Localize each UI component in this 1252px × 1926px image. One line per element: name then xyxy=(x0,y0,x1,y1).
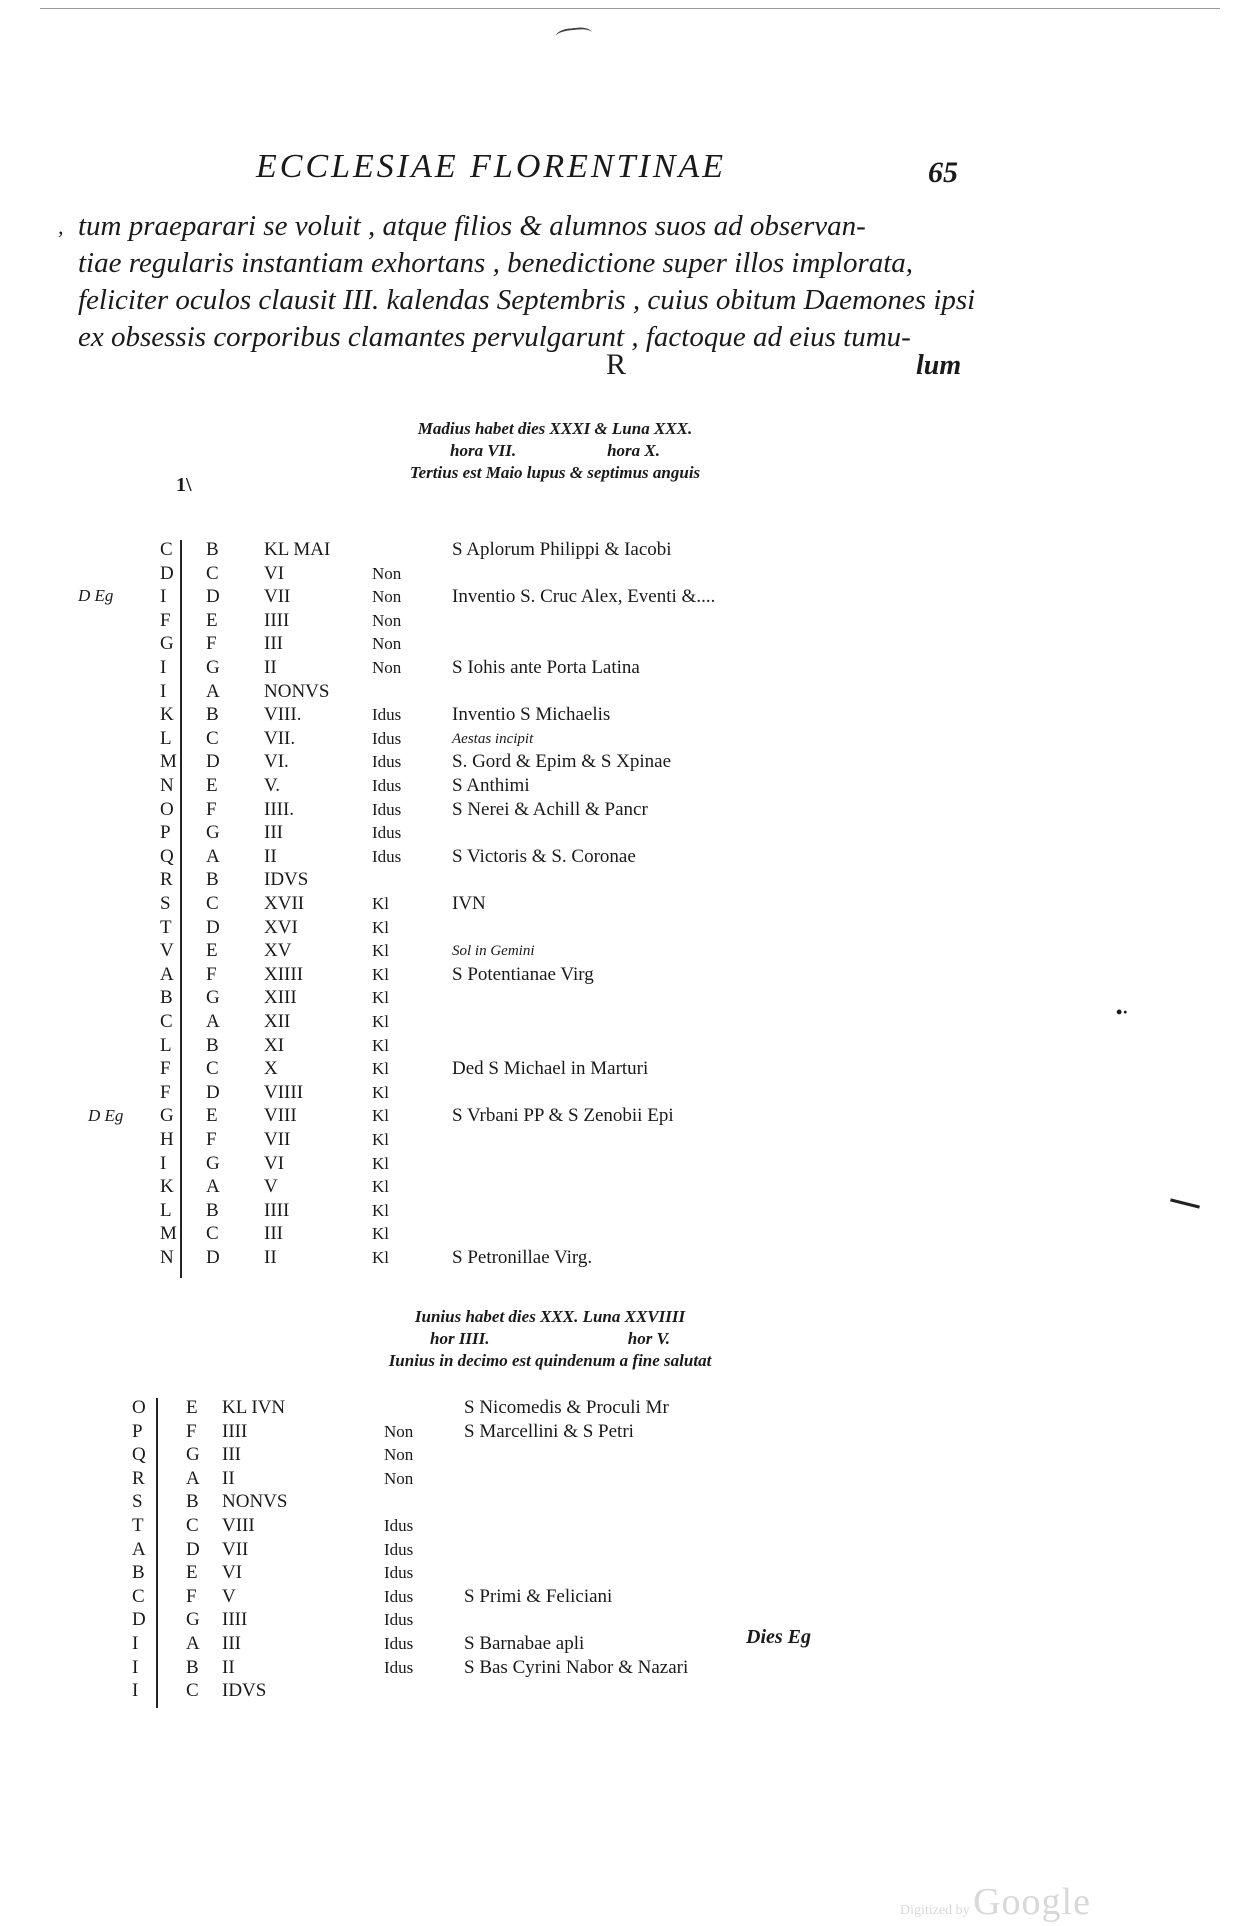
may-golden-cell: V xyxy=(160,940,174,962)
may-day-cell: VIII xyxy=(264,1105,297,1127)
may-dom-cell: G xyxy=(206,1152,220,1174)
may-golden-cell: R xyxy=(160,869,173,891)
may-golden-cell: O xyxy=(160,798,174,820)
google-logo: Google xyxy=(973,1881,1091,1923)
june-golden-cell: C xyxy=(132,1585,145,1607)
may-day-cell: III xyxy=(264,633,283,655)
may-day-cell: IIII. xyxy=(264,798,295,820)
june-dom-cell: F xyxy=(186,1420,197,1442)
may-day-cell: KL MAI xyxy=(264,539,331,560)
may-feast-cell: S Vrbani PP & S Zenobii Epi xyxy=(452,1105,674,1127)
may-dom-cell: D xyxy=(206,751,220,773)
may-day-cell: VII xyxy=(264,586,291,608)
may-feast-cell: S. Gord & Epim & S Xpinae xyxy=(452,751,672,773)
may-hora-right: hora X. xyxy=(607,441,660,460)
june-golden-cell: A xyxy=(132,1538,146,1560)
may-feast-cell: S Iohis ante Porta Latina xyxy=(452,657,640,678)
may-term-cell: Kl xyxy=(372,1248,389,1267)
may-dom-cell: B xyxy=(206,1034,219,1056)
may-term-cell: Idus xyxy=(372,752,402,772)
june-heading-hora xyxy=(310,1328,790,1350)
signature-letter: R xyxy=(606,348,627,381)
june-term-cell: Non xyxy=(384,1468,414,1488)
june-term-cell: Idus xyxy=(384,1634,414,1653)
may-dom-cell: C xyxy=(206,727,219,749)
may-day-cell: VI xyxy=(264,1152,285,1174)
may-dom-cell: F xyxy=(206,1129,217,1150)
may-golden-cell: N xyxy=(160,775,174,796)
may-feast-cell: Inventio S. Cruc Alex, Eventi &.... xyxy=(452,586,716,608)
may-dom-cell: G xyxy=(206,987,220,1009)
may-day-cell: XIIII xyxy=(264,963,304,985)
june-dom-cell: D xyxy=(186,1538,200,1560)
may-dom-cell: A xyxy=(206,1176,220,1198)
may-term-cell: Idus xyxy=(372,846,402,866)
may-day-cell: IIII xyxy=(264,609,290,631)
may-day-cell: V xyxy=(264,1176,278,1198)
june-hora-left: hor IIII. xyxy=(430,1329,490,1348)
june-heading-line-3: Iunius in decimo est quindenum a fine salutat xyxy=(388,1351,712,1370)
may-day-cell: VII xyxy=(264,1129,291,1150)
may-golden-cell: B xyxy=(160,987,173,1009)
june-golden-cell: R xyxy=(132,1467,145,1489)
may-day-cell: VII. xyxy=(264,727,296,749)
june-golden-cell: I xyxy=(132,1680,139,1702)
running-head: ECCLESIAE FLORENTINAE xyxy=(256,148,727,185)
may-golden-cell: L xyxy=(160,727,172,749)
prose-line-3: feliciter oculos clausit III. kalendas Septembris , cuius obitum Daemones ipsi xyxy=(78,284,976,316)
may-day-cell: IIII xyxy=(264,1199,290,1221)
may-heading-hora xyxy=(330,440,780,462)
june-calendar-table xyxy=(132,1396,832,1716)
may-heading-line-1: Madius habet dies XXXI & Luna XXX. xyxy=(417,419,693,438)
june-dom-cell: B xyxy=(186,1491,199,1513)
may-golden-cell: M xyxy=(160,751,177,773)
may-day-cell: X xyxy=(264,1058,278,1080)
may-day-cell: NONVS xyxy=(264,680,330,702)
may-dom-cell: E xyxy=(206,775,218,796)
june-day-cell: III xyxy=(222,1633,241,1654)
june-day-cell: IDVS xyxy=(222,1680,267,1702)
may-term-cell: Kl xyxy=(372,941,389,961)
may-heading xyxy=(330,418,780,484)
june-day-cell: NONVS xyxy=(222,1491,288,1513)
june-golden-cell: S xyxy=(132,1491,143,1513)
may-golden-cell: D xyxy=(160,562,174,584)
may-term-cell: Kl xyxy=(372,1130,389,1149)
may-dom-cell: B xyxy=(206,704,219,726)
may-heading-line-3: Tertius est Maio lupus & septimus anguis xyxy=(409,463,701,482)
stray-mark-2 xyxy=(1170,1198,1200,1208)
may-dom-cell: C xyxy=(206,1058,219,1080)
may-dom-cell: E xyxy=(206,1105,218,1127)
may-day-cell: XVI xyxy=(264,916,298,938)
may-term-cell: Idus xyxy=(372,776,402,795)
may-day-cell: VIII. xyxy=(264,704,302,726)
may-term-cell: Kl xyxy=(372,1106,389,1126)
may-golden-cell: H xyxy=(160,1129,174,1150)
may-day-cell: V. xyxy=(264,775,281,796)
may-day-cell: XIII xyxy=(264,987,297,1009)
june-dom-cell: G xyxy=(186,1609,200,1631)
june-dom-cell: C xyxy=(186,1680,199,1702)
may-dom-cell: D xyxy=(206,1247,220,1268)
may-day-cell: II xyxy=(264,1247,277,1268)
june-dom-cell: A xyxy=(186,1467,200,1489)
june-day-cell: VIII xyxy=(222,1515,255,1536)
may-golden-cell: P xyxy=(160,822,171,844)
may-dom-cell: G xyxy=(206,822,220,844)
may-term-cell: Kl xyxy=(372,964,389,984)
june-feast-cell: S Nicomedis & Proculi Mr xyxy=(464,1397,669,1418)
may-feast-cell: IVN xyxy=(452,893,486,914)
may-term-cell: Non xyxy=(372,563,402,583)
june-day-cell: II xyxy=(222,1656,235,1678)
prose-paragraph xyxy=(58,208,1008,356)
may-side-note-2: D Eg xyxy=(88,1106,124,1125)
june-dom-cell: F xyxy=(186,1585,197,1607)
may-side-note-1: D Eg xyxy=(78,586,114,605)
june-term-cell: Idus xyxy=(384,1563,414,1583)
digitized-watermark xyxy=(900,1880,1091,1924)
june-dom-cell: C xyxy=(186,1515,199,1536)
lead-mark: , xyxy=(58,214,64,239)
june-term-cell: Idus xyxy=(384,1539,414,1559)
may-golden-cell: S xyxy=(160,893,171,914)
may-golden-cell: F xyxy=(160,1081,171,1103)
june-term-cell: Idus xyxy=(384,1610,414,1630)
june-term-cell: Idus xyxy=(384,1657,414,1677)
may-day-cell: IDVS xyxy=(264,869,309,891)
may-calendar-table xyxy=(60,538,820,1278)
may-golden-cell: M xyxy=(160,1223,177,1245)
june-dom-cell: A xyxy=(186,1633,200,1654)
may-column-rule xyxy=(180,540,182,1278)
june-feast-cell: S Marcellini & S Petri xyxy=(464,1420,634,1442)
may-feast-cell: Sol in Gemini xyxy=(452,943,535,960)
may-corner-mark: 1\ xyxy=(176,474,192,496)
may-feast-cell: Aestas incipit xyxy=(452,730,534,747)
june-feast-cell: S Primi & Feliciani xyxy=(464,1585,613,1607)
digitized-by-text: Digitized by xyxy=(900,1903,970,1918)
june-golden-cell: Q xyxy=(132,1444,146,1466)
may-golden-cell: I xyxy=(160,680,167,702)
may-term-cell: Kl xyxy=(372,917,389,937)
may-day-cell: VIIII xyxy=(264,1081,304,1103)
june-term-cell: Idus xyxy=(384,1516,414,1535)
may-term-cell: Idus xyxy=(372,728,402,748)
may-dom-cell: E xyxy=(206,940,218,962)
may-dom-cell: G xyxy=(206,657,220,678)
may-golden-cell: L xyxy=(160,1034,172,1056)
june-term-cell: Idus xyxy=(384,1586,414,1606)
top-ink-mark xyxy=(555,26,592,46)
may-term-cell: Idus xyxy=(372,705,402,725)
may-dom-cell: D xyxy=(206,916,220,938)
may-golden-cell: T xyxy=(160,916,172,938)
may-feast-cell: S Aplorum Philippi & Iacobi xyxy=(452,539,672,560)
june-golden-cell: O xyxy=(132,1397,146,1418)
june-day-cell: IIII xyxy=(222,1420,248,1442)
may-golden-cell: A xyxy=(160,963,174,985)
may-term-cell: Idus xyxy=(372,799,402,819)
june-golden-cell: I xyxy=(132,1633,139,1654)
june-dom-cell: G xyxy=(186,1444,200,1466)
may-golden-cell: N xyxy=(160,1247,174,1268)
june-day-cell: VII xyxy=(222,1538,249,1560)
may-golden-cell: L xyxy=(160,1199,172,1221)
top-border-rule xyxy=(40,8,1220,9)
may-hora-left: hora VII. xyxy=(450,441,517,460)
may-dom-cell: F xyxy=(206,633,217,655)
june-day-cell: II xyxy=(222,1467,235,1489)
may-term-cell: Non xyxy=(372,610,402,630)
may-term-cell: Kl xyxy=(372,1012,389,1031)
june-day-cell: VI xyxy=(222,1562,243,1584)
may-dom-cell: C xyxy=(206,893,219,914)
may-dom-cell: A xyxy=(206,845,220,867)
may-term-cell: Kl xyxy=(372,1082,389,1102)
stray-mark-1: •· xyxy=(1116,1002,1129,1022)
june-column-rule xyxy=(156,1398,158,1708)
prose-line-4: ex obsessis corporibus clamantes pervulgarunt , factoque ad eius tumu- xyxy=(78,321,911,353)
may-term-cell: Kl xyxy=(372,1177,389,1197)
may-golden-cell: I xyxy=(160,586,167,608)
may-golden-cell: F xyxy=(160,609,171,631)
may-feast-cell: S Potentianae Virg xyxy=(452,963,594,985)
may-golden-cell: K xyxy=(160,704,174,726)
may-golden-cell: I xyxy=(160,1152,167,1174)
may-golden-cell: C xyxy=(160,539,173,560)
may-dom-cell: C xyxy=(206,562,219,584)
june-golden-cell: D xyxy=(132,1609,146,1631)
may-golden-cell: K xyxy=(160,1176,174,1198)
may-feast-cell: Inventio S Michaelis xyxy=(452,704,611,726)
june-golden-cell: P xyxy=(132,1420,143,1442)
june-heading-line-1: Iunius habet dies XXX. Luna XXVIIII xyxy=(414,1307,686,1326)
may-term-cell: Kl xyxy=(372,1200,389,1220)
may-dom-cell: F xyxy=(206,963,217,985)
prose-line-1: tum praeparari se voluit , atque filios & alumnos suos ad observan- xyxy=(78,210,866,242)
may-day-cell: XI xyxy=(264,1034,285,1056)
june-feast-cell: S Bas Cyrini Nabor & Nazari xyxy=(464,1656,689,1678)
june-term-cell: Non xyxy=(384,1421,414,1441)
june-dom-cell: E xyxy=(186,1562,198,1584)
june-dom-cell: E xyxy=(186,1397,198,1418)
may-term-cell: Kl xyxy=(372,1035,389,1055)
may-day-cell: III xyxy=(264,822,283,844)
may-dom-cell: B xyxy=(206,1199,219,1221)
may-day-cell: II xyxy=(264,845,277,867)
prose-line-2: tiae regularis instantiam exhortans , benedictione super illos implorata, xyxy=(78,247,914,279)
may-term-cell: Non xyxy=(372,658,402,677)
may-dom-cell: D xyxy=(206,1081,220,1103)
june-heading xyxy=(310,1306,790,1372)
may-day-cell: II xyxy=(264,657,277,678)
may-term-cell: Non xyxy=(372,587,402,607)
may-term-cell: Idus xyxy=(372,823,402,843)
may-term-cell: Kl xyxy=(372,894,389,913)
june-golden-cell: T xyxy=(132,1515,144,1536)
may-day-cell: VI xyxy=(264,562,285,584)
may-term-cell: Kl xyxy=(372,1153,389,1173)
may-dom-cell: D xyxy=(206,586,220,608)
catchword: lum xyxy=(916,350,962,381)
may-feast-cell: Ded S Michael in Marturi xyxy=(452,1058,649,1080)
may-term-cell: Kl xyxy=(372,1059,389,1079)
may-term-cell: Non xyxy=(372,634,402,654)
may-golden-cell: C xyxy=(160,1011,173,1032)
may-day-cell: III xyxy=(264,1223,283,1245)
may-dom-cell: A xyxy=(206,1011,220,1032)
may-feast-cell: S Victoris & S. Coronae xyxy=(452,845,636,867)
june-day-cell: V xyxy=(222,1585,236,1607)
may-term-cell: Kl xyxy=(372,1224,389,1244)
may-feast-cell: S Anthimi xyxy=(452,775,530,796)
may-day-cell: XV xyxy=(264,940,292,962)
may-feast-cell: S Nerei & Achill & Pancr xyxy=(452,798,648,820)
may-golden-cell: G xyxy=(160,1105,174,1127)
may-dom-cell: C xyxy=(206,1223,219,1245)
may-day-cell: XVII xyxy=(264,893,305,914)
june-hora-right: hor V. xyxy=(627,1329,670,1348)
june-day-cell: KL IVN xyxy=(222,1397,286,1418)
june-feast-cell: S Barnabae apli xyxy=(464,1633,585,1654)
may-golden-cell: Q xyxy=(160,845,174,867)
june-term-cell: Non xyxy=(384,1445,414,1465)
june-side-note: Dies Eg xyxy=(746,1626,811,1648)
may-term-cell: Kl xyxy=(372,988,389,1008)
may-feast-cell: S Petronillae Virg. xyxy=(452,1247,593,1268)
may-golden-cell: I xyxy=(160,657,167,678)
may-dom-cell: F xyxy=(206,798,217,820)
may-day-cell: XII xyxy=(264,1011,291,1032)
june-golden-cell: I xyxy=(132,1656,139,1678)
may-golden-cell: G xyxy=(160,633,174,655)
may-day-cell: VI. xyxy=(264,751,289,773)
may-dom-cell: B xyxy=(206,869,219,891)
june-dom-cell: B xyxy=(186,1656,199,1678)
may-dom-cell: E xyxy=(206,609,218,631)
june-day-cell: IIII xyxy=(222,1609,248,1631)
june-day-cell: III xyxy=(222,1444,241,1466)
may-dom-cell: B xyxy=(206,539,219,560)
may-golden-cell: F xyxy=(160,1058,171,1080)
page-number: 65 xyxy=(928,156,958,189)
june-golden-cell: B xyxy=(132,1562,145,1584)
may-dom-cell: A xyxy=(206,680,220,702)
